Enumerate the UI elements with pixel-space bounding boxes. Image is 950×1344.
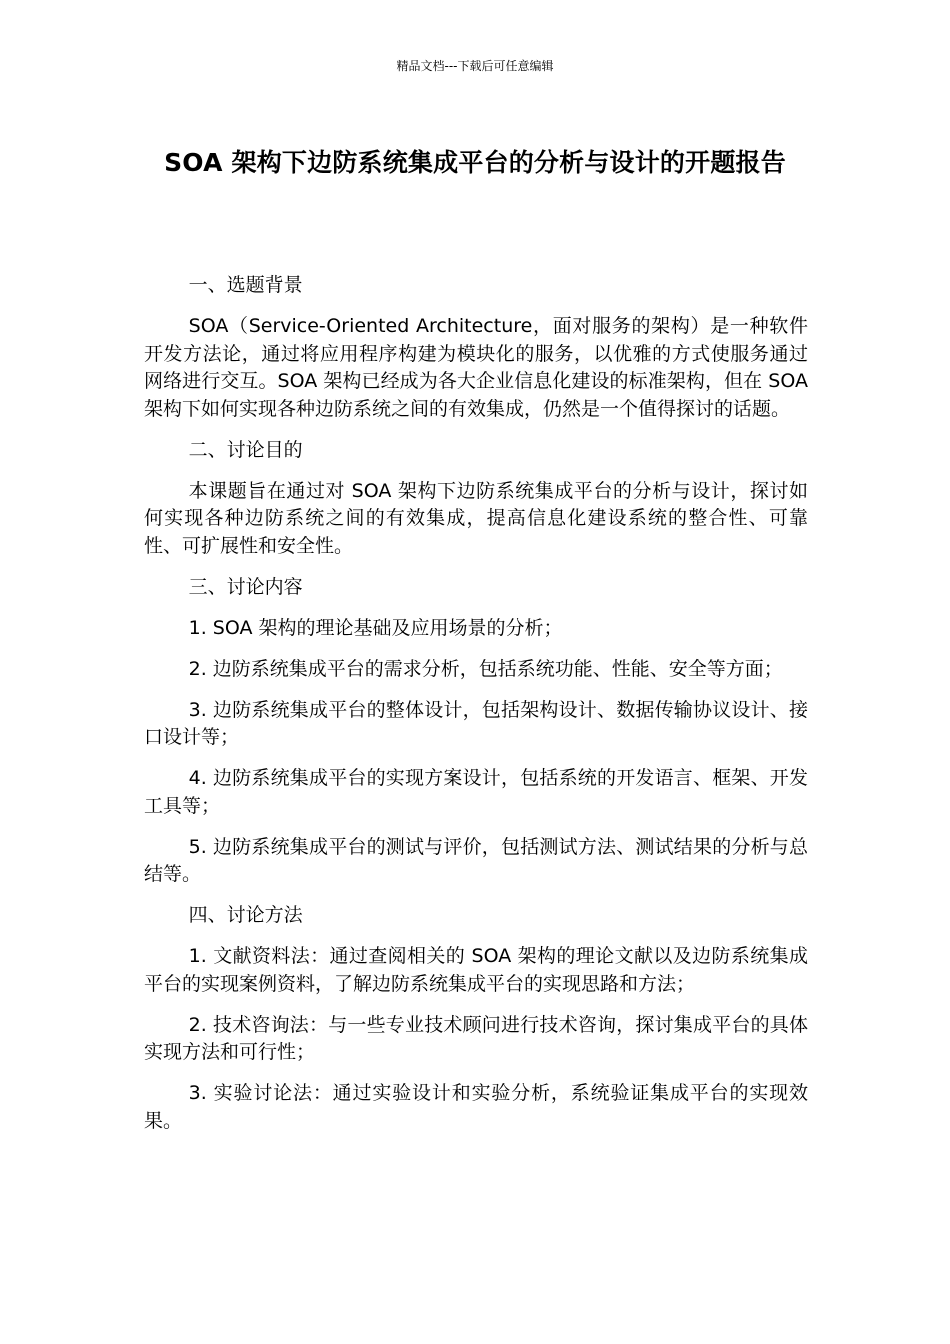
method-item-2: 2. 技术咨询法：与一些专业技术顾问进行技术咨询，探讨集成平台的具体实现方法和可行性； — [144, 1013, 808, 1063]
method-item-3: 3. 实验讨论法：通过实验设计和实验分析，系统验证集成平台的实现效果。 — [144, 1082, 808, 1132]
content-item-3: 3. 边防系统集成平台的整体设计，包括架构设计、数据传输协议设计、接口设计等； — [144, 698, 808, 748]
document-title: SOA 架构下边防系统集成平台的分析与设计的开题报告 — [164, 148, 786, 177]
section-heading-background: 一、选题背景 — [188, 274, 303, 296]
paragraph-background: SOA（Service-Oriented Architecture，面对服务的架构）是一种软件开发方法论，通过将应用程序构建为模块化的服务，以优雅的方式使服务通过网络进行交互。SOA 架构已经成为各大企业信息化建设的标准架构，但在 SOA 架构下如何实现各种边防系统之间的有效集成，仍然是一个值得探讨的话题。 — [144, 315, 808, 420]
page-header: 精品文档---下载后可任意编辑 — [396, 59, 554, 73]
section-heading-content: 三、讨论内容 — [188, 575, 303, 598]
method-item-1: 1. 文献资料法：通过查阅相关的 SOA 架构的理论文献以及边防系统集成平台的实现案例资料，了解边防系统集成平台的实现思路和方法； — [144, 945, 808, 995]
content-item-2: 2. 边防系统集成平台的需求分析，包括系统功能、性能、安全等方面； — [188, 657, 783, 680]
content-item-1: 1. SOA 架构的理论基础及应用场景的分析； — [188, 616, 563, 639]
paragraph-purpose: 本课题旨在通过对 SOA 架构下边防系统集成平台的分析与设计，探讨如何实现各种边防系统之间的有效集成，提高信息化建设系统的整合性、可靠性、可扩展性和安全性。 — [144, 479, 808, 557]
section-heading-method: 四、讨论方法 — [188, 904, 303, 926]
content-item-4: 4. 边防系统集成平台的实现方案设计，包括系统的开发语言、框架、开发工具等； — [144, 767, 808, 817]
section-heading-purpose: 二、讨论目的 — [188, 438, 303, 461]
content-item-5: 5. 边防系统集成平台的测试与评价，包括测试方法、测试结果的分析与总结等。 — [144, 835, 808, 885]
document-body — [144, 272, 808, 1149]
